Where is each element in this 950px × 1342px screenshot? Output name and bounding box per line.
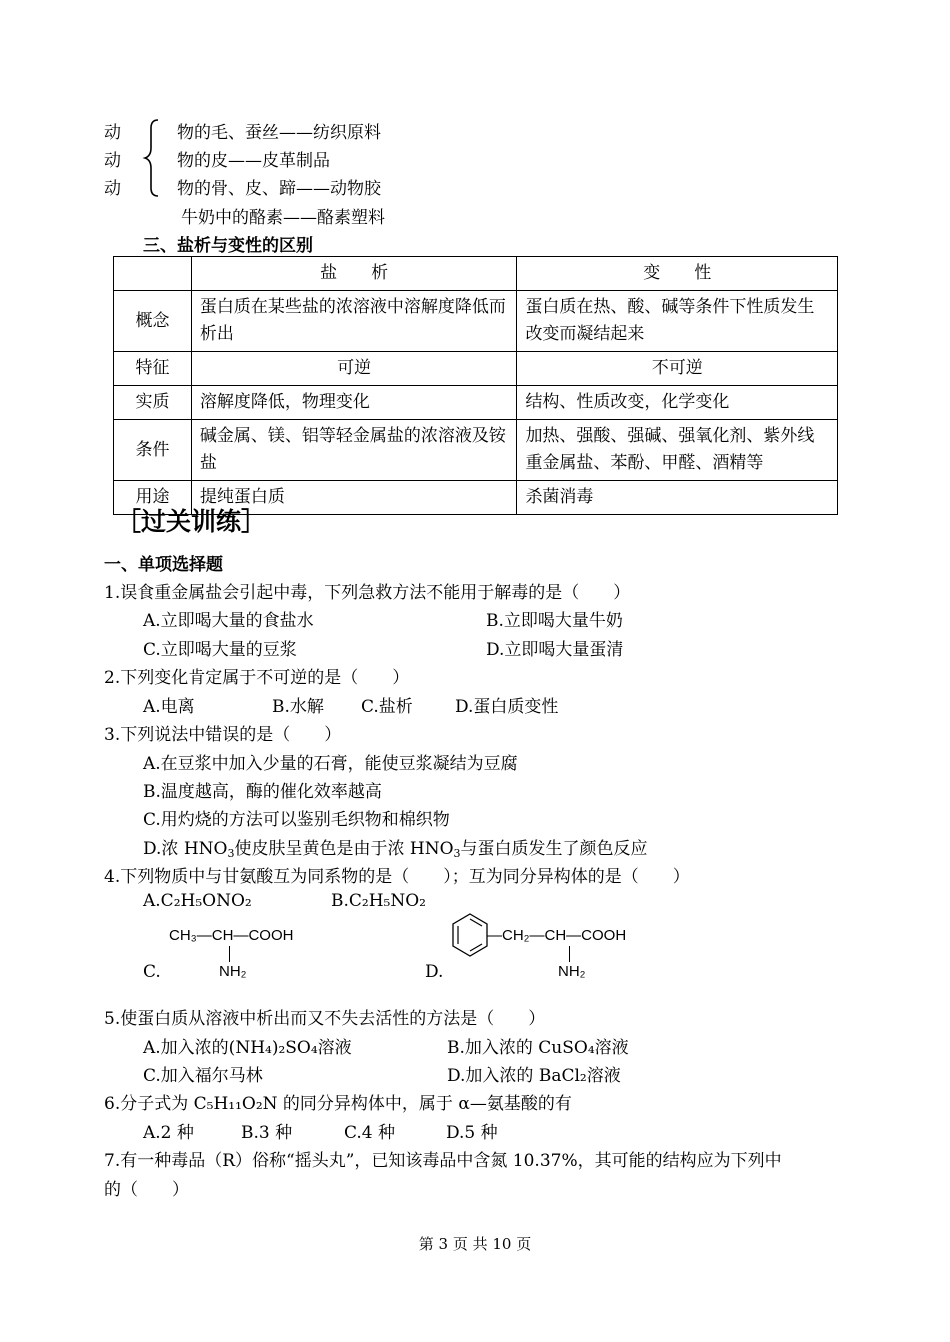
intro-char-2: 动 <box>104 151 121 171</box>
intro-line-4: 牛奶中的酪素——酪素塑料 <box>181 208 385 228</box>
intro-char-3: 动 <box>104 179 121 199</box>
table-header-row <box>114 257 838 291</box>
q1-option-a: A.立即喝大量的食盐水 <box>143 611 314 631</box>
table-cell: 提纯蛋白质 <box>191 481 517 515</box>
table-cell: 可逆 <box>191 352 517 386</box>
row-label: 用途 <box>114 481 192 515</box>
row-label: 实质 <box>114 386 192 420</box>
bond-line <box>569 946 570 962</box>
q3-stem: 3.下列说法中错误的是（ ） <box>104 725 342 745</box>
q4-stem: 4.下列物质中与甘氨酸互为同系物的是（ ）；互为同分异构体的是（ ） <box>104 867 690 887</box>
q2-option-c: C.盐析 <box>361 697 413 717</box>
q3-option-a: A.在豆浆中加入少量的石膏，能使豆浆凝结为豆腐 <box>143 754 518 774</box>
intro-line-2: 物的皮——皮革制品 <box>177 151 330 171</box>
training-title: ［过关训练］ <box>116 507 267 536</box>
table-header-cell <box>114 257 192 291</box>
q4-molecule-d-amine: NH₂ <box>558 963 586 980</box>
q1-option-d: D.立即喝大量蛋清 <box>486 640 624 660</box>
q5-stem: 5.使蛋白质从溶液中析出而又不失去活性的方法是（ ） <box>104 1009 546 1029</box>
q3-option-b: B.温度越高，酶的催化效率越高 <box>143 782 382 802</box>
row-label: 概念 <box>114 291 192 352</box>
q2-option-b: B.水解 <box>272 697 324 717</box>
brace-icon <box>142 118 164 198</box>
comparison-table <box>113 256 838 515</box>
q1-option-b: B.立即喝大量牛奶 <box>486 611 623 631</box>
table-row <box>114 386 838 420</box>
q3-option-d: D.浓 $HNO_3$使皮肤呈黄色是由于浓 $HNO_3$与蛋白质发生了颜色反应 <box>143 839 648 860</box>
q2-stem: 2.下列变化肯定属于不可逆的是（ ） <box>104 668 410 688</box>
q1-stem: 1.误食重金属盐会引起中毒，下列急救方法不能用于解毒的是（ ） <box>104 583 631 603</box>
table-cell: 不可逆 <box>517 352 838 386</box>
q1-option-c: C.立即喝大量的豆浆 <box>143 640 297 660</box>
table-header-cell: 盐 析 <box>191 257 517 291</box>
bond-line <box>229 946 230 962</box>
q6-stem: 6.分子式为 C₅H₁₁O₂N 的同分异构体中，属于 α—氨基酸的有 <box>104 1094 572 1114</box>
intro-line-3: 物的骨、皮、蹄——动物胶 <box>177 179 381 199</box>
q4-option-c: C. <box>143 962 161 982</box>
q5-option-d: D.加入浓的 BaCl₂溶液 <box>447 1066 621 1086</box>
q2-option-d: D.蛋白质变性 <box>455 697 559 717</box>
q7-stem-line1: 7.有一种毒品（R）俗称“摇头丸”，已知该毒品中含氮 10.37%，其可能的结构应为下列中 <box>104 1151 782 1171</box>
q4-option-b: B.C₂H₅NO₂ <box>331 891 426 911</box>
table-row <box>114 420 838 481</box>
q2-option-a: A.电离 <box>143 697 195 717</box>
q4-molecule-c-chain: CH₃—CH—COOH <box>169 927 294 944</box>
table-header-cell: 变 性 <box>517 257 838 291</box>
section3-title: 三、盐析与变性的区别 <box>143 236 313 256</box>
q3-option-c: C.用灼烧的方法可以鉴别毛织物和棉织物 <box>143 810 450 830</box>
q5-option-a: A.加入浓的(NH₄)₂SO₄溶液 <box>143 1038 352 1058</box>
q6-option-d: D.5 种 <box>446 1123 498 1143</box>
q6-option-c: C.4 种 <box>344 1123 396 1143</box>
section1-title: 一、单项选择题 <box>104 555 223 575</box>
table-cell: 加热、强酸、强碱、强氧化剂、紫外线重金属盐、苯酚、甲醛、酒精等 <box>517 420 838 481</box>
row-label: 条件 <box>114 420 192 481</box>
q6-option-a: A.2 种 <box>143 1123 194 1143</box>
q5-option-c: C.加入福尔马林 <box>143 1066 263 1086</box>
q4-option-a: A.C₂H₅ONO₂ <box>143 891 252 911</box>
q4-molecule-d-chain: —CH₂—CH—COOH <box>487 927 627 944</box>
q4-molecule-c-amine: NH₂ <box>219 963 247 980</box>
table-row <box>114 352 838 386</box>
table-cell: 蛋白质在某些盐的浓溶液中溶解度降低而析出 <box>191 291 517 352</box>
table-cell: 蛋白质在热、酸、碱等条件下性质发生改变而凝结起来 <box>517 291 838 352</box>
table-cell: 结构、性质改变，化学变化 <box>517 386 838 420</box>
table-row <box>114 291 838 352</box>
q5-option-b: B.加入浓的 CuSO₄溶液 <box>447 1038 629 1058</box>
page-footer: 第 3 页 共 10 页 <box>418 1235 532 1253</box>
table-cell: 杀菌消毒 <box>517 481 838 515</box>
q6-option-b: B.3 种 <box>241 1123 293 1143</box>
q4-option-d: D. <box>425 962 444 982</box>
intro-char-1: 动 <box>104 123 121 143</box>
q7-stem-line2: 的（ ） <box>104 1180 189 1200</box>
table-cell: 碱金属、镁、铝等轻金属盐的浓溶液及铵盐 <box>191 420 517 481</box>
intro-line-1: 物的毛、蚕丝——纺织原料 <box>177 123 381 143</box>
row-label: 特征 <box>114 352 192 386</box>
table-cell: 溶解度降低，物理变化 <box>191 386 517 420</box>
benzene-ring-icon <box>450 912 490 960</box>
